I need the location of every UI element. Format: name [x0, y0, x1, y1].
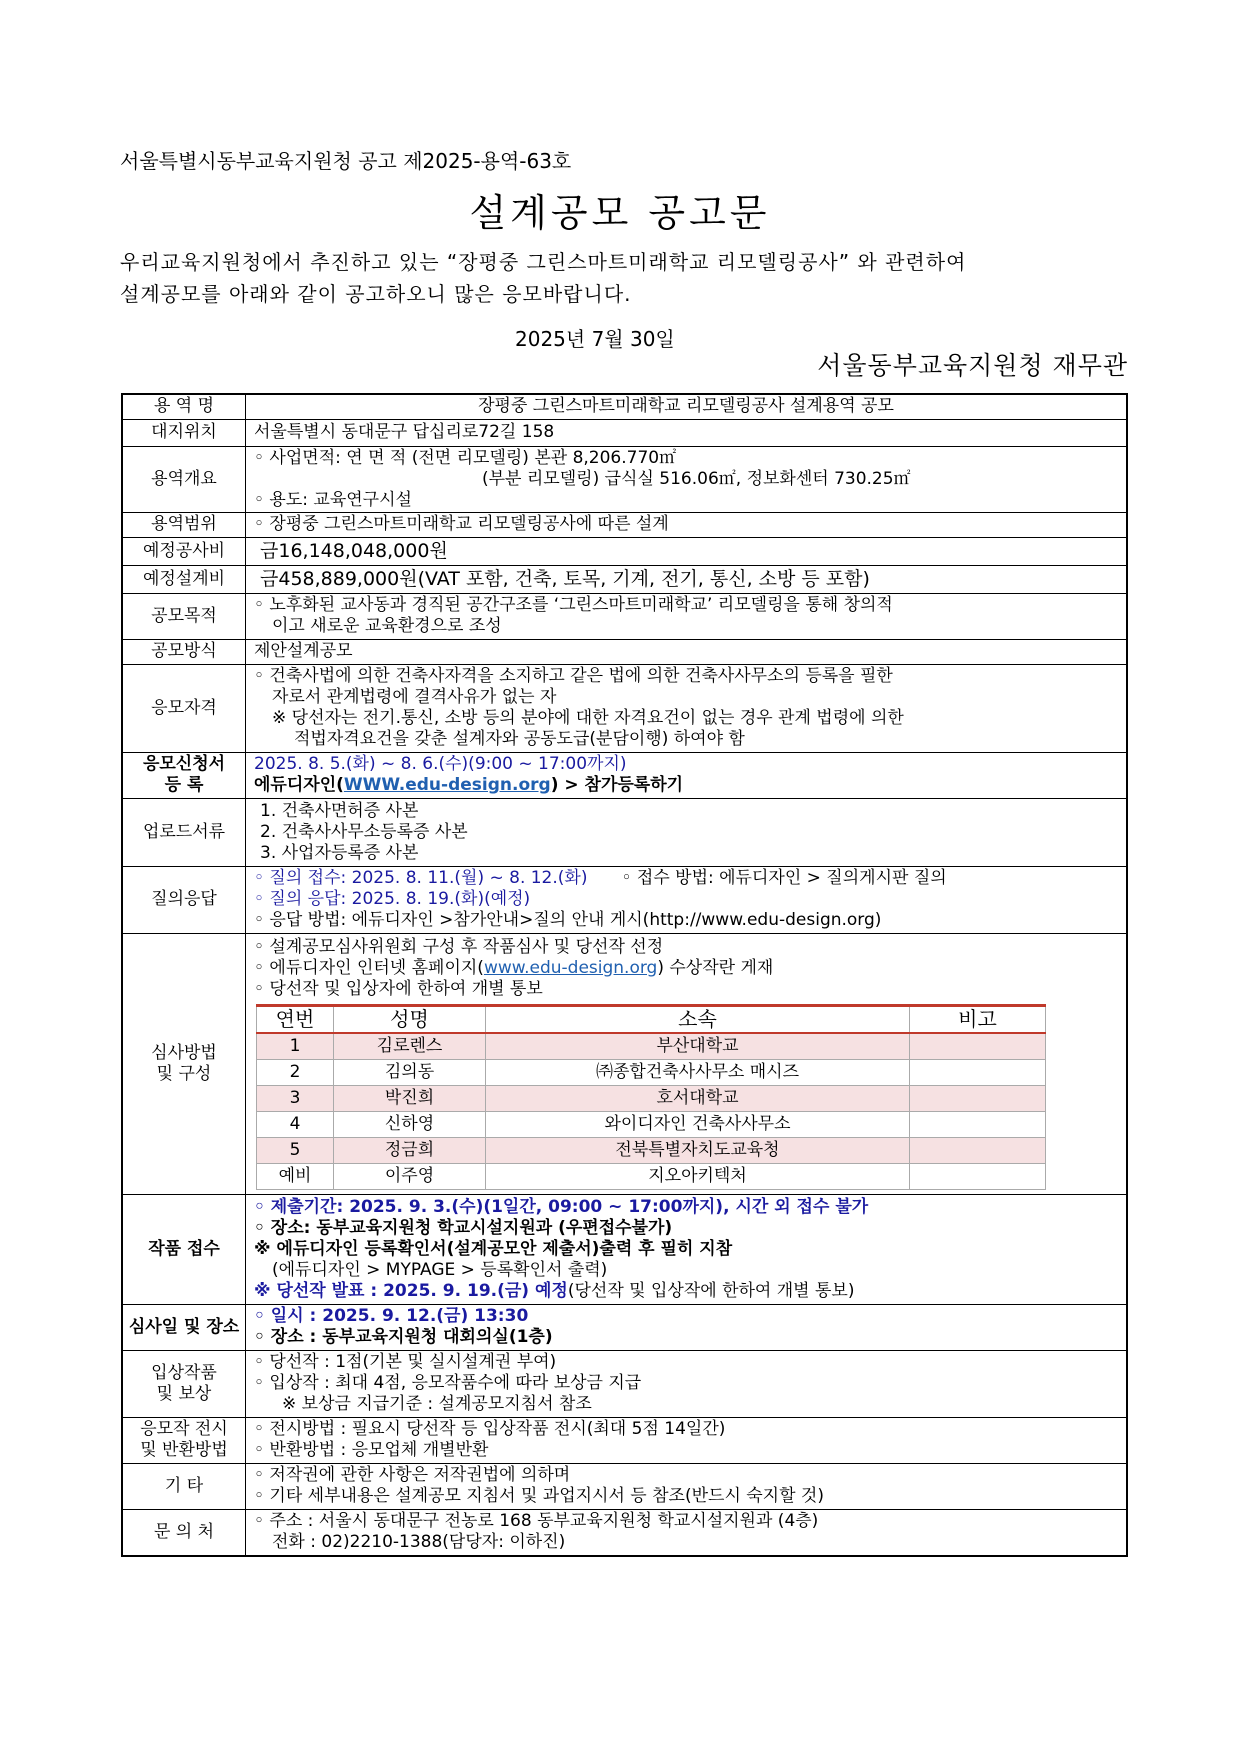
value-registration [246, 752, 1128, 798]
edu-design-link[interactable]: WWW.edu-design.org [343, 775, 551, 795]
exhibit-label-line: 응모작 전시 [140, 1419, 228, 1439]
row-scope [122, 512, 1127, 537]
jury-no: 5 [257, 1137, 334, 1163]
row-contact [122, 1509, 1127, 1556]
submission-line: ◦ 장소: 동부교육지원청 학교시설지원과 (우편접수불가) [254, 1217, 673, 1238]
jury-no: 4 [257, 1111, 334, 1137]
upload-item: 3. 사업자등록증 사본 [260, 842, 419, 863]
submission-line: ※ 에듀디자인 등록확인서(설계공모안 제출서)출력 후 필히 지참 [254, 1238, 733, 1259]
label-site: 대지위치 [122, 419, 246, 446]
row-est-cost [122, 537, 1127, 565]
row-upload [122, 798, 1127, 866]
prize-label-line: 입상작품 [151, 1362, 217, 1383]
announcement-date: ※ 당선작 발표 : 2025. 9. 19.(금) 예정 [254, 1280, 568, 1301]
jury-row [257, 1059, 1046, 1085]
overview-line: ◦ 용도: 교육연구시설 [254, 489, 412, 510]
value-review [246, 933, 1128, 1194]
jury-name: 김의동 [334, 1059, 486, 1085]
row-qa [122, 866, 1127, 933]
value-purpose [246, 593, 1128, 639]
registration-label-line: 등 록 [164, 775, 204, 795]
label-review [122, 933, 246, 1194]
purpose-line: ◦ 노후화된 교사동과 경직된 공간구조를 ‘그린스마트미래학교’ 리모델링을 통해 창의적 [254, 595, 893, 615]
prize-line: ※ 보상금 지급기준 : 설계공모지침서 참조 [282, 1394, 592, 1414]
review-line [254, 958, 1118, 979]
jury-row [257, 1163, 1046, 1189]
row-service-name [122, 394, 1127, 419]
qualification-line: 자로서 관계법령에 결격사유가 없는 자 [272, 687, 557, 707]
jury-header-row [257, 1005, 1046, 1033]
row-design-fee [122, 565, 1127, 593]
jury-note [910, 1163, 1046, 1189]
row-site [122, 419, 1127, 446]
qualification-line: ※ 당선자는 전기.통신, 소방 등의 분야에 대한 자격요건이 없는 경우 관계 법령에 의한 [272, 708, 904, 728]
label-est-cost: 예정공사비 [122, 537, 246, 565]
jury-name: 박진희 [334, 1085, 486, 1111]
value-qualification [246, 664, 1128, 752]
judging-datetime: ◦ 일시 : 2025. 9. 12.(금) 13:30 [254, 1306, 529, 1326]
value-prize [246, 1350, 1128, 1417]
submission-line: ◦ 제출기간: 2025. 9. 3.(수)(1일간, 09:00 ~ 17:00까지), 시간 외 접수 불가 [254, 1196, 869, 1217]
contact-phone: 전화 : 02)2210-1388(담당자: 이하진) [272, 1532, 566, 1553]
value-contact [246, 1509, 1128, 1556]
jury-no: 3 [257, 1085, 334, 1111]
row-registration [122, 752, 1127, 798]
row-etc [122, 1463, 1127, 1509]
qa-receive-method: ◦ 접수 방법: 에듀디자인 > 질의게시판 질의 [621, 868, 947, 888]
review-line: ◦ 설계공모심사위원회 구성 후 작품심사 및 당선작 선정 [254, 936, 664, 957]
upload-item: 1. 건축사면허증 사본 [260, 800, 419, 821]
label-service-name: 용 역 명 [122, 394, 246, 419]
exhibit-line: ◦ 반환방법 : 응모업체 개별반환 [254, 1440, 489, 1460]
label-exhibit [122, 1417, 246, 1463]
value-est-cost: 금16,148,048,000원 [246, 537, 1128, 565]
label-upload: 업로드서류 [122, 798, 246, 866]
jury-name: 정금희 [334, 1137, 486, 1163]
registration-label-line: 응모신청서 [142, 754, 226, 774]
notice-number: 서울특별시동부교육지원청 공고 제2025-용역-63호 [120, 149, 572, 173]
contact-address: ◦ 주소 : 서울시 동대문구 전농로 168 동부교육지원청 학교시설지원과 (4층) [254, 1511, 819, 1532]
upload-item: 2. 건축사사무소등록증 사본 [260, 821, 468, 842]
etc-line: ◦ 저작권에 관한 사항은 저작권법에 의하며 [254, 1465, 571, 1485]
jury-affiliation: 부산대학교 [486, 1033, 910, 1060]
value-judging [246, 1304, 1128, 1350]
jury-note [910, 1059, 1046, 1085]
label-method: 공모방식 [122, 639, 246, 664]
jury-note [910, 1137, 1046, 1163]
jury-col-no: 연번 [257, 1005, 334, 1033]
row-overview [122, 446, 1127, 512]
review-line: ◦ 당선작 및 입상자에 한하여 개별 통보 [254, 978, 543, 999]
prize-label-line: 및 보상 [156, 1383, 212, 1404]
value-qa [246, 866, 1128, 933]
label-purpose: 공모목적 [122, 593, 246, 639]
jury-row [257, 1111, 1046, 1137]
row-exhibit [122, 1417, 1127, 1463]
label-prize [122, 1350, 246, 1417]
jury-name: 이주영 [334, 1163, 486, 1189]
jury-note [910, 1111, 1046, 1137]
jury-note [910, 1033, 1046, 1060]
etc-line: ◦ 기타 세부내용은 설계공모 지침서 및 과업지시서 등 참조(반드시 숙지할 것) [254, 1486, 824, 1506]
value-exhibit [246, 1417, 1128, 1463]
intro-paragraph [120, 246, 1130, 310]
jury-note [910, 1085, 1046, 1111]
notice-date: 2025년 7월 30일 [515, 327, 675, 351]
overview-line: (부분 리모델링) 급식실 516.06㎡, 정보화센터 730.25㎡ [482, 468, 911, 489]
row-qualification [122, 664, 1127, 752]
value-design-fee: 금458,889,000원(VAT 포함, 건축, 토목, 기계, 전기, 통신, 소방 등 포함) [246, 565, 1128, 593]
intro-line: 설계공모를 아래와 같이 공고하오니 많은 응모바랍니다. [120, 282, 632, 306]
jury-col-note: 비고 [910, 1005, 1046, 1033]
judging-place: ◦ 장소 : 동부교육지원청 대회의실(1층) [254, 1327, 553, 1347]
value-service-name: 장평중 그린스마트미래학교 리모델링공사 설계용역 공모 [246, 394, 1128, 419]
label-design-fee: 예정설계비 [122, 565, 246, 593]
registration-site [254, 775, 1118, 796]
value-etc [246, 1463, 1128, 1509]
row-review [122, 933, 1127, 1194]
review-web-post: ) 수상작란 게재 [657, 957, 774, 978]
review-web-pre: ◦ 에듀디자인 인터넷 홈페이지( [254, 957, 484, 978]
qa-answer-method: ◦ 응답 방법: 에듀디자인 >참가안내>질의 안내 게시(http://www.edu-design.org) [254, 910, 882, 930]
jury-name: 김로렌스 [334, 1033, 486, 1060]
value-overview [246, 446, 1128, 512]
qa-receive-period: ◦ 질의 접수: 2025. 8. 11.(월) ~ 8. 12.(화) [254, 868, 588, 888]
jury-table [256, 1004, 1046, 1190]
label-contact: 문 의 처 [122, 1509, 246, 1556]
jury-no: 1 [257, 1033, 334, 1060]
value-submission [246, 1194, 1128, 1304]
jury-no: 2 [257, 1059, 334, 1085]
registration-period: 2025. 8. 5.(화) ~ 8. 6.(수)(9:00 ~ 17:00까지) [254, 754, 627, 774]
review-label-line: 심사방법 [151, 1042, 217, 1063]
edu-design-link[interactable]: www.edu-design.org [483, 957, 658, 978]
announcement-note: (당선작 및 입상작에 한하여 개별 통보) [567, 1280, 855, 1301]
jury-affiliation: ㈜종합건축사사무소 매시즈 [486, 1059, 910, 1085]
qa-line [254, 868, 1118, 889]
label-qa: 질의응답 [122, 866, 246, 933]
jury-affiliation: 전북특별자치도교육청 [486, 1137, 910, 1163]
label-scope: 용역범위 [122, 512, 246, 537]
submission-line [254, 1281, 1118, 1302]
notice-table [121, 393, 1128, 1557]
jury-name: 신하영 [334, 1111, 486, 1137]
registration-site-pre: 에듀디자인( [254, 775, 344, 795]
submission-line: (에듀디자인 > MYPAGE > 등록확인서 출력) [272, 1259, 608, 1280]
exhibit-label-line: 및 반환방법 [140, 1440, 228, 1460]
label-qualification: 응모자격 [122, 664, 246, 752]
label-registration [122, 752, 246, 798]
document-title: 설계공모 공고문 [469, 191, 771, 235]
review-label-line: 및 구성 [156, 1063, 212, 1084]
jury-col-name: 성명 [334, 1005, 486, 1033]
prize-line: ◦ 당선작 : 1점(기본 및 실시설계권 부여) [254, 1352, 557, 1372]
jury-row [257, 1033, 1046, 1060]
qa-answer-date: ◦ 질의 응답: 2025. 8. 19.(화)(예정) [254, 889, 531, 909]
jury-row [257, 1137, 1046, 1163]
issuer: 서울동부교육지원청 재무관 [817, 351, 1128, 380]
row-purpose [122, 593, 1127, 639]
prize-line: ◦ 입상작 : 최대 4점, 응모작품수에 따라 보상금 지급 [254, 1373, 642, 1393]
jury-no: 예비 [257, 1163, 334, 1189]
value-scope: ◦ 장평중 그린스마트미래학교 리모델링공사에 따른 설계 [246, 512, 1128, 537]
qualification-line: 적법자격요건을 갖춘 설계자와 공동도급(분담이행) 하여야 함 [294, 729, 745, 749]
jury-affiliation: 와이디자인 건축사사무소 [486, 1111, 910, 1137]
label-etc: 기 타 [122, 1463, 246, 1509]
value-site: 서울특별시 동대문구 답십리로72길 158 [246, 419, 1128, 446]
exhibit-line: ◦ 전시방법 : 필요시 당선작 등 입상작품 전시(최대 5점 14일간) [254, 1419, 726, 1439]
label-submission: 작품 접수 [122, 1194, 246, 1304]
jury-affiliation: 지오아키텍처 [486, 1163, 910, 1189]
value-method: 제안설계공모 [246, 639, 1128, 664]
overview-line: ◦ 사업면적: 연 면 적 (전면 리모델링) 본관 8,206.770㎡ [254, 447, 677, 468]
jury-row [257, 1085, 1046, 1111]
jury-col-affiliation: 소속 [486, 1005, 910, 1033]
row-submission [122, 1194, 1127, 1304]
value-upload [246, 798, 1128, 866]
registration-site-post: ) > 참가등록하기 [550, 775, 684, 795]
row-judging [122, 1304, 1127, 1350]
qualification-line: ◦ 건축사법에 의한 건축사자격을 소지하고 같은 법에 의한 건축사사무소의 등록을 필한 [254, 666, 893, 686]
purpose-line: 이고 새로운 교육환경으로 조성 [272, 616, 502, 636]
row-method [122, 639, 1127, 664]
intro-line: 우리교육지원청에서 추진하고 있는 “장평중 그린스마트미래학교 리모델링공사” 와 관련하여 [120, 250, 967, 274]
label-judging: 심사일 및 장소 [122, 1304, 246, 1350]
row-prize [122, 1350, 1127, 1417]
label-overview: 용역개요 [122, 446, 246, 512]
jury-affiliation: 호서대학교 [486, 1085, 910, 1111]
